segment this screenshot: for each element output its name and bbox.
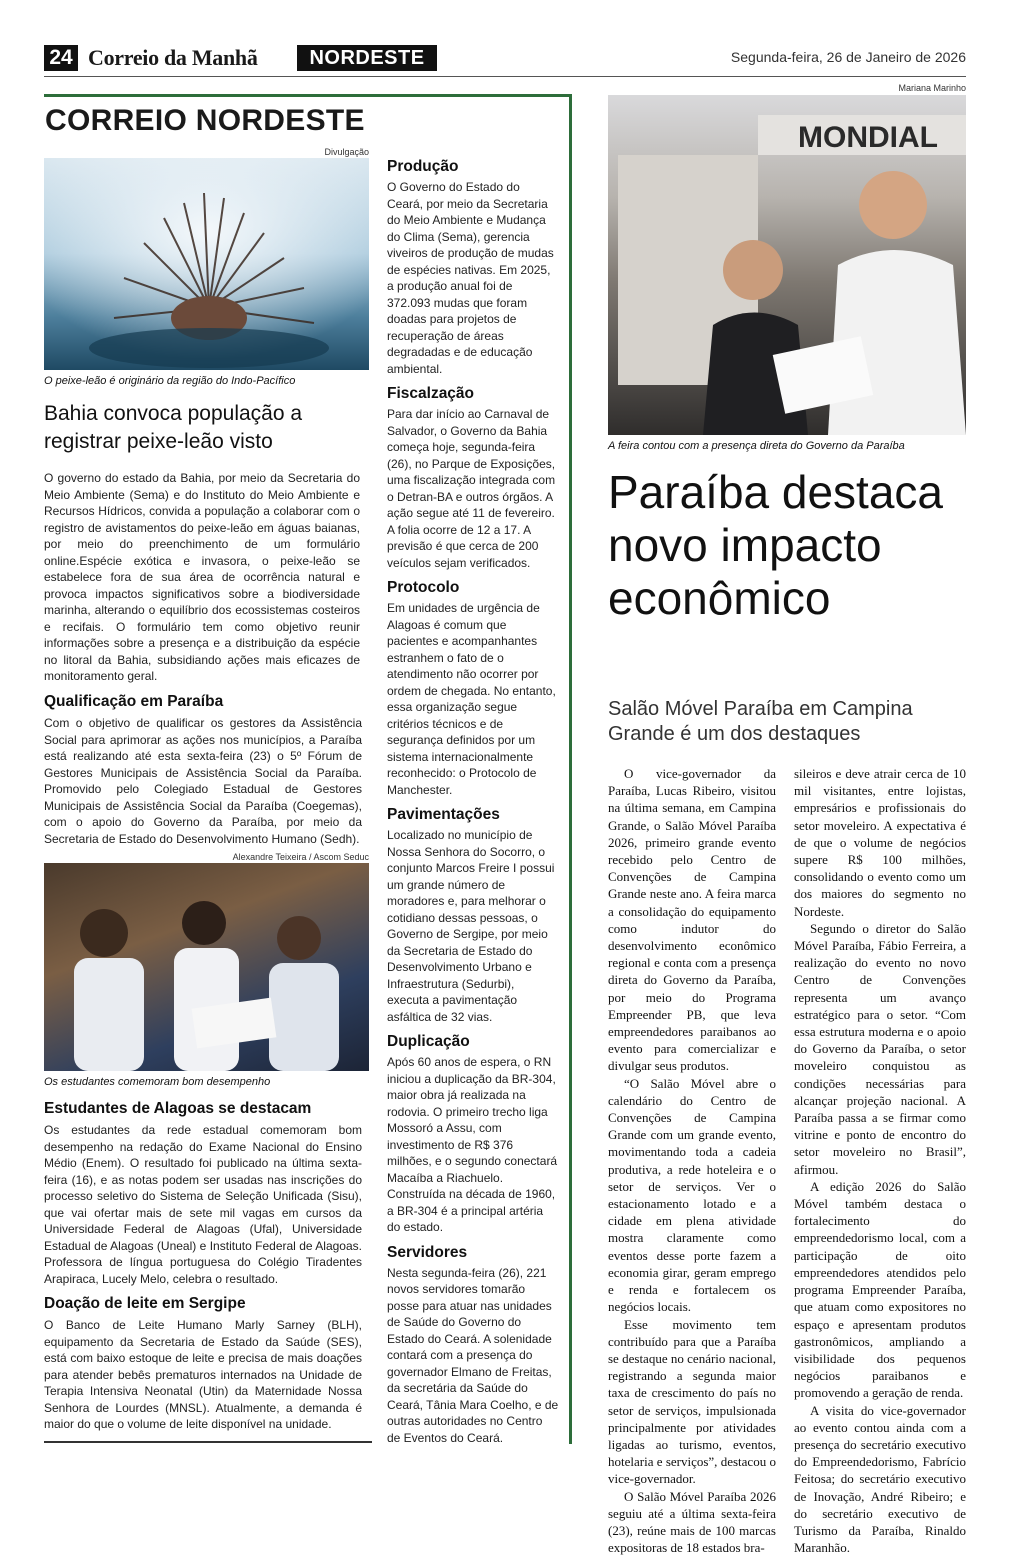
lead-body: O governo do estado da Bahia, por meio da Secretaria do Meio Ambiente (Sema) e do Instituto do Meio Ambiente e Recursos Hídricos, convida a população a colaborar com o registro de avistamentos do peixe-leão em águas baianas, por meio do preenchimento de um formulário online.Espécie exótica e invasora, o peixe-leão se estabelece fora de sua área de ocorrência natural e provoca impactos significativos sobre a biodiversidade marinha, alterando o equilíbrio dos ecossistemas costeiros e recifais. O formulário tem como objetivo reunir informações sobre a presença e a distribuição da espécie no litoral da Bahia, subsidiando ações mais eficazes de monitoramento geral. bbox=[44, 471, 360, 683]
paragraph: O vice-governador da Paraíba, Lucas Ribeiro, visitou na última semana, em Campina Grande, o Salão Móvel Paraíba 2026, primeiro grande evento recebido pelo Centro de Convenções de Campina Grande neste ano. A feira marca a consolidação do equipamento como indutor do desenvolvimento econômico regional e conta com a presença direta do Governo da Paraíba, por meio do Programa Empreender PB, que leva empreendedores paraibanos ao evento para comercializar e divulgar seus produtos. bbox=[608, 766, 776, 1074]
qualificacao-body: Com o objetivo de qualificar os gestores da Assistência Social para aprimorar as ações nos municípios, a Paraíba está realizando até esta sexta-feira (23) o 5º Fórum de Gestores Municipais de Assistência Social da Paraíba. Promovido pelo Colegiado Estadual de Gestores Municipais de Assistência Social da Paraíba (Coegemas), com o apoio do Governo da Paraíba, por meio da Secretaria de Estado do Desenvolvimento Humano (Sedh). bbox=[44, 716, 362, 846]
paragraph: sileiros e deve atrair cerca de 10 mil visitantes, entre lojistas, empresários e profissionais do setor moveleiro. A expectativa é de que o volume de negócios supere R$ 100 milhões, consolidando o evento como um dos maiores do segmento no Nordeste. bbox=[794, 766, 966, 919]
fair-illustration bbox=[608, 95, 966, 435]
main-body-col1 bbox=[608, 765, 776, 1556]
newspaper-brand: Correio da Manhã bbox=[88, 45, 258, 70]
leite-title: Doação de leite em Sergipe bbox=[44, 1295, 246, 1312]
brief-item bbox=[387, 806, 559, 1025]
brief-title: Servidores bbox=[387, 1243, 468, 1261]
box-top-rule bbox=[44, 94, 572, 97]
alagoas-body: Os estudantes da rede estadual comemoram bom desempenho na redação do Exame Nacional do Ensino Médio (Enem). O resultado foi publicado na última sexta-feira (16), e as notas podem ser usadas nas inscrições do processo seletivo do Sistema de Seleção Unificada (Sisu), que vai ofertar mais de sete mil vagas em cursos da Universidade Federal de Alagoas (Ufal), Universidade Estadual de Alagoas (Uneal) e Instituto Federal de Alagoas. Professora de língua portuguesa do Colégio Tiradentes Arapiraca, Lucely Melo, celebra o resultado. bbox=[44, 1123, 362, 1286]
lionfish-photo bbox=[44, 158, 369, 370]
brief-item bbox=[387, 579, 559, 798]
main-body-col2 bbox=[794, 765, 966, 1556]
brief-item bbox=[387, 385, 559, 571]
banner-text: MONDIAL bbox=[798, 121, 938, 154]
leite-body: O Banco de Leite Humano Marly Sarney (BLH), equipamento da Secretaria de Estado da Saúde (SES), está com baixo estoque de leite e precisa de mais doações para atender bebês prematuros internados na Unidade de Terapia Intensiva Neonatal (Utin) da Maternidade Nossa Senhora de Lourdes (MNSL). Atualmente, a demanda é maior do que o volume de leite disponível na unidade. bbox=[44, 1318, 362, 1431]
paragraph: Esse movimento tem contribuído para que a Paraíba se destaque no cenário nacional, registrando a segunda maior taxa de crescimento do país no setor de serviços, impulsionada principalmente por atividades ligadas ao turismo, eventos, hotelaria e serviços”, destacou o vice-governador. bbox=[608, 1316, 776, 1487]
brief-body: Em unidades de urgência de Alagoas é comum que pacientes e acompanhantes estranhem o fato de o atendimento não ocorrer por ordem de chegada. No entanto, essa organização segue critérios técnicos e de segurança definidos por um sistema internacionalmente reconhecido: o Protocolo de Manchester. bbox=[387, 601, 556, 797]
paragraph: A visita do vice-governador ao evento contou ainda com a presença do secretário executivo do Empreendedorismo, Fabrício Feitosa; do secretário executivo de Inovação, André Ribeiro; e do secretário executivo de Turismo da Paraíba, Rinaldo Maranhão. bbox=[794, 1402, 966, 1556]
brief-body: Nesta segunda-feira (26), 221 novos servidores tomarão posse para atuar nas unidades de Saúde do Governo do Estado do Ceará. A solenidade contará com a presença do governador Elmano de Freitas, da secretária da Saúde do Ceará, Tânia Mara Coelho, e de outras autoridades no Centro de Eventos do Ceará. bbox=[387, 1265, 559, 1445]
lionfish-illustration bbox=[44, 158, 369, 370]
photo-caption: Os estudantes comemoram bom desempenho bbox=[44, 1076, 271, 1088]
box-bottom-rule bbox=[44, 1441, 372, 1443]
brief-body: Localizado no município de Nossa Senhora do Socorro, o conjunto Marcos Freire I possui um grande número de moradores e, para melhorar o cotidiano dessas pessoas, o Governo de Sergipe, por meio da Secretaria de Estado do Desenvolvimento Urbano e Infraestrutura (Sedurbi), executa a pavimentação asfáltica de 32 vias. bbox=[387, 828, 555, 1024]
paragraph: A edição 2026 do Salão Móvel também destaca o fortalecimento do empreendedorismo local, com a participação de oito empreendedores atendidos pelo programa Empreender Paraíba, que atuam como expositores no espaço e apresentam produtos gastronômicos, ampliando a visibilidade dos pequenos negócios paraibanos e promovendo a geração de renda. bbox=[794, 1178, 966, 1401]
fair-photo bbox=[608, 95, 966, 435]
masthead-rule bbox=[44, 76, 966, 77]
alagoas-title: Estudantes de Alagoas se destacam bbox=[44, 1100, 312, 1117]
paragraph: O Salão Móvel Paraíba 2026 seguiu até a última sexta-feira (23), reúne mais de 100 marcas expositoras de 18 estados bra- bbox=[608, 1488, 776, 1556]
paragraph: Segundo o diretor do Salão Móvel Paraíba, Fábio Ferreira, a realização do evento no novo Centro de Convenções representa um avanço estratégico para o setor. “Com essa estrutura moderna e o apoio do Governo da Paraíba, o setor moveleiro conquistou as condições necessárias para alcançar projeção nacional. A Paraíba passa a se firmar como vitrine e ponto de encontro do setor moveleiro no Brasil”, afirmou. bbox=[794, 920, 966, 1177]
brief-body: O Governo do Estado do Ceará, por meio da Secretaria do Meio Ambiente e Mudança do Clima (Sema), gerencia viveiros de produção de mudas de espécies nativas. Em 2025, a produção anual foi de 372.093 mudas que foram doadas para projetos de recuperação de áreas degradadas e de educação ambiental. bbox=[387, 180, 554, 376]
students-illustration bbox=[44, 863, 369, 1071]
brief-item bbox=[387, 158, 559, 377]
students-photo bbox=[44, 863, 369, 1071]
brief-item bbox=[387, 1033, 559, 1236]
brief-title: Fiscalzação bbox=[387, 385, 475, 402]
lead-headline: Bahia convoca população a registrar peixe-leão visto bbox=[44, 402, 303, 453]
section-tag: NORDESTE bbox=[297, 45, 437, 71]
brief-body: Após 60 anos de espera, o RN iniciou a duplicação da BR-304, maior obra já realizada na rodovia. O primeiro trecho liga Mossoró a Assu, com investimento de R$ 376 milhões, e o segundo conectará Macaíba a Riachuelo. Construída na década de 1960, a BR-304 é a principal artéria do estado. bbox=[387, 1055, 558, 1234]
photo-caption: O peixe-leão é originário da região do Indo-Pacífico bbox=[44, 375, 296, 387]
brief-title: Duplicação bbox=[387, 1033, 470, 1050]
section-title: CORREIO NORDESTE bbox=[45, 104, 365, 137]
photo-credit: Alexandre Teixeira / Ascom Seduc bbox=[232, 852, 369, 862]
brief-title: Protocolo bbox=[387, 579, 460, 596]
briefs-column bbox=[387, 158, 559, 1446]
photo-caption: A feira contou com a presença direta do Governo da Paraíba bbox=[608, 440, 905, 452]
photo-credit: Mariana Marinho bbox=[898, 83, 966, 93]
brief-title: Pavimentações bbox=[387, 806, 500, 823]
brief-title: Produção bbox=[387, 158, 459, 175]
issue-date: Segunda-feira, 26 de Janeiro de 2026 bbox=[730, 49, 966, 65]
page-number: 24 bbox=[44, 45, 78, 71]
box-right-rule bbox=[569, 94, 572, 1444]
paragraph: “O Salão Móvel abre o calendário do Centro de Convenções de Campina Grande com um grande evento, movimentando toda a cadeia produtiva, a rede hoteleira e o setor de serviços. Ver o estacionamento lotado e a cidade em plena atividade mostra claramente como eventos desse porte fazem a economia girar, geram emprego e renda e fortalecem os negócios locais. bbox=[608, 1075, 776, 1315]
photo-credit: Divulgação bbox=[324, 147, 369, 157]
brief-body: Para dar início ao Carnaval de Salvador, o Governo da Bahia começa hoje, segunda-feira (26), no Parque de Exposições, uma fiscalização integrada com o Detran-BA e outros órgãos. A ação segue até 11 de fevereiro. A folia ocorre de 12 a 17. A previsão é que cerca de 200 veículos sejam verificados. bbox=[387, 407, 556, 570]
main-subheadline: Salão Móvel Paraíba em Campina Grande é um dos destaques bbox=[608, 698, 913, 745]
qualificacao-title: Qualificação em Paraíba bbox=[44, 693, 224, 710]
main-headline: Paraíba destaca novo impacto econômico bbox=[608, 466, 944, 624]
brief-item bbox=[387, 1244, 559, 1447]
